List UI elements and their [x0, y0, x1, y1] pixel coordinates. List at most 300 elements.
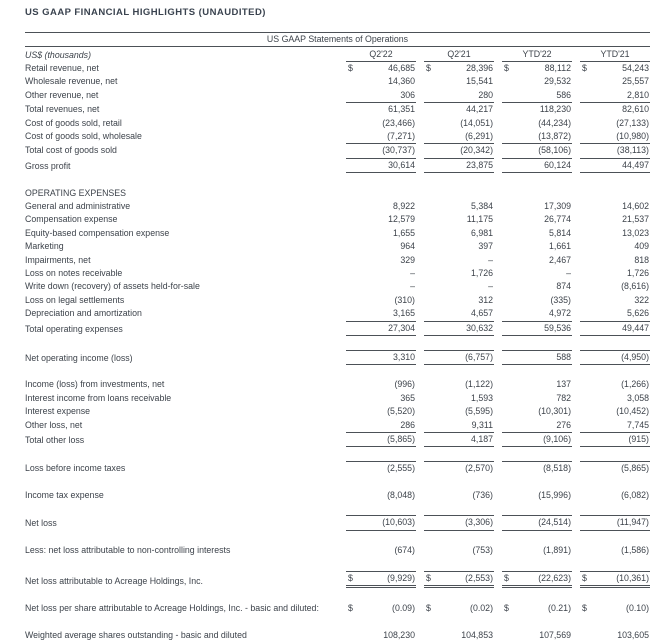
value-cell — [346, 489, 416, 502]
value-cell — [580, 213, 650, 226]
currency-symbol: $ — [348, 602, 353, 613]
table-row — [25, 378, 650, 391]
table-row — [25, 213, 650, 226]
cell-value: (44,234) — [538, 117, 571, 128]
cell-value: 5,814 — [548, 227, 571, 238]
section-header-row — [25, 187, 650, 200]
value-cell — [580, 515, 650, 530]
row-label: Impairments, net — [25, 254, 91, 265]
currency-symbol: $ — [504, 602, 509, 613]
row-label: Cost of goods sold, retail — [25, 117, 122, 128]
cell-value: 7,745 — [626, 419, 649, 430]
value-cell — [424, 571, 494, 588]
row-label: Equity-based compensation expense — [25, 227, 170, 238]
table-row — [25, 200, 650, 213]
table-row — [25, 227, 650, 240]
cell-value: (15,996) — [538, 489, 571, 500]
column-header-ytd21: YTD'21 — [580, 47, 650, 62]
cell-value: (38,113) — [616, 145, 649, 156]
cell-value: (1,122) — [465, 379, 493, 390]
cell-value: 1,661 — [548, 241, 571, 252]
row-label: Write down (recovery) of assets held-for-sale — [25, 281, 200, 292]
cell-value: 14,360 — [388, 76, 415, 87]
cell-value: (24,514) — [538, 517, 571, 528]
value-cell — [424, 321, 494, 336]
value-cell — [502, 378, 572, 391]
value-cell — [346, 419, 416, 432]
value-cell — [346, 544, 416, 557]
row-label: Income tax expense — [25, 489, 104, 500]
row-label: Net loss per share attributable to Acreage Holdings, Inc. - basic and diluted: — [25, 602, 319, 613]
cell-value: 27,304 — [388, 322, 415, 333]
cell-value: 54,243 — [622, 63, 649, 73]
value-cell — [424, 102, 494, 116]
cell-value: 3,058 — [626, 392, 649, 403]
value-cell — [502, 75, 572, 88]
value-cell — [346, 62, 416, 75]
cell-value: (10,603) — [382, 517, 415, 528]
value-cell — [424, 629, 494, 642]
cell-value: 26,774 — [544, 214, 571, 225]
table-row — [25, 102, 650, 116]
value-cell — [346, 461, 416, 475]
cell-value: 21,537 — [622, 214, 649, 225]
cell-value: (10,980) — [616, 131, 649, 142]
value-cell — [346, 392, 416, 405]
value-cell — [346, 227, 416, 240]
value-cell — [346, 267, 416, 280]
value-cell — [346, 629, 416, 642]
cell-value: 874 — [556, 281, 571, 292]
cell-value: 818 — [634, 254, 649, 265]
cell-value: 30,614 — [388, 159, 415, 170]
value-cell — [424, 158, 494, 173]
row-label: Total revenues, net — [25, 104, 100, 115]
cell-value: (0.21) — [548, 602, 571, 613]
table-body — [25, 62, 650, 642]
row-label: Wholesale revenue, net — [25, 76, 118, 87]
value-cell — [502, 392, 572, 405]
table-row — [25, 489, 650, 502]
row-label: Total other loss — [25, 434, 85, 445]
row-spacer — [25, 173, 650, 186]
value-cell — [580, 392, 650, 405]
cell-value: 103,605 — [617, 629, 649, 640]
value-cell — [424, 489, 494, 502]
currency-symbol: $ — [348, 572, 353, 583]
value-cell — [346, 130, 416, 143]
value-cell — [502, 130, 572, 143]
cell-value: 586 — [556, 89, 571, 100]
cell-value: 306 — [400, 89, 415, 100]
row-label: Net loss — [25, 518, 57, 529]
row-spacer — [25, 502, 650, 515]
cell-value: (30,737) — [382, 145, 415, 156]
cell-value: (5,520) — [387, 406, 415, 417]
cell-value: (2,570) — [465, 462, 493, 473]
currency-symbol: $ — [504, 572, 509, 583]
row-label: Marketing — [25, 241, 64, 252]
row-label: Less: net loss attributable to non-controlling interests — [25, 545, 231, 556]
cell-value: 13,023 — [622, 227, 649, 238]
value-cell — [502, 200, 572, 213]
value-cell — [502, 294, 572, 307]
value-cell — [580, 432, 650, 447]
cell-value: 30,632 — [466, 322, 493, 333]
value-cell — [424, 461, 494, 475]
value-cell — [502, 432, 572, 447]
table-row — [25, 130, 650, 143]
currency-symbol: $ — [426, 572, 431, 583]
cell-value: 25,557 — [622, 76, 649, 87]
cell-value: (2,555) — [387, 462, 415, 473]
column-header-q222: Q2'22 — [346, 47, 416, 62]
cell-value: (996) — [394, 379, 415, 390]
value-cell — [346, 254, 416, 267]
value-cell — [502, 102, 572, 116]
table-row — [25, 75, 650, 88]
cell-value: (9,929) — [387, 572, 415, 583]
value-cell — [424, 143, 494, 157]
cell-value: 329 — [400, 254, 415, 265]
table-row — [25, 392, 650, 405]
value-cell — [346, 280, 416, 293]
cell-value: (310) — [394, 294, 415, 305]
column-header-q221: Q2'21 — [424, 47, 494, 62]
value-cell — [580, 240, 650, 253]
cell-value: (753) — [472, 545, 493, 556]
value-cell — [346, 89, 416, 102]
row-label: Interest expense — [25, 406, 91, 417]
value-cell — [424, 280, 494, 293]
row-spacer — [25, 558, 650, 571]
value-cell — [424, 307, 494, 320]
table-row — [25, 267, 650, 280]
cell-value: 2,467 — [548, 254, 571, 265]
value-cell — [502, 213, 572, 226]
cell-value: 44,217 — [466, 104, 493, 115]
value-cell — [502, 240, 572, 253]
table-row — [25, 254, 650, 267]
value-cell — [424, 227, 494, 240]
value-cell — [424, 200, 494, 213]
value-cell — [580, 280, 650, 293]
cell-value: (335) — [550, 294, 571, 305]
value-cell — [580, 227, 650, 240]
cell-value: 1,593 — [470, 392, 493, 403]
cell-value: (6,082) — [621, 489, 649, 500]
value-cell — [424, 432, 494, 447]
value-cell — [346, 571, 416, 588]
value-cell — [502, 280, 572, 293]
currency-symbol: $ — [426, 63, 431, 73]
cell-value: 4,972 — [548, 308, 571, 319]
cell-value: 286 — [400, 419, 415, 430]
cell-value: (7,271) — [387, 131, 415, 142]
row-label: Loss on legal settlements — [25, 294, 125, 305]
value-cell — [346, 294, 416, 307]
cell-value: (0.09) — [392, 602, 415, 613]
cell-value: (0.10) — [626, 602, 649, 613]
cell-value: 118,230 — [539, 104, 571, 115]
row-label: Income (loss) from investments, net — [25, 379, 165, 390]
value-cell — [346, 117, 416, 130]
value-cell — [502, 143, 572, 157]
value-cell — [502, 307, 572, 320]
row-label: General and administrative — [25, 201, 131, 212]
cell-value: (736) — [472, 489, 493, 500]
value-cell — [580, 350, 650, 365]
value-cell — [346, 432, 416, 447]
value-cell — [346, 307, 416, 320]
value-cell — [424, 62, 494, 75]
cell-value: (2,553) — [465, 572, 493, 583]
row-label: Net loss attributable to Acreage Holdings, Inc. — [25, 575, 203, 586]
cell-value: 1,726 — [626, 268, 649, 279]
cell-value: (1,266) — [621, 379, 649, 390]
cell-value: 59,536 — [544, 322, 571, 333]
cell-value: – — [488, 254, 493, 265]
value-cell — [502, 350, 572, 365]
value-cell — [580, 321, 650, 336]
value-cell — [346, 240, 416, 253]
cell-value: 44,497 — [622, 159, 649, 170]
table-row — [25, 307, 650, 320]
value-cell — [580, 89, 650, 102]
cell-value: 964 — [400, 241, 415, 252]
row-spacer — [25, 531, 650, 544]
row-label: Retail revenue, net — [25, 63, 99, 73]
cell-value: 2,810 — [626, 89, 649, 100]
cell-value: – — [488, 281, 493, 292]
cell-value: 782 — [556, 392, 571, 403]
cell-value: 276 — [556, 419, 571, 430]
cell-value: 280 — [478, 89, 493, 100]
cell-value: 29,532 — [544, 76, 571, 87]
currency-symbol: $ — [582, 572, 587, 583]
value-cell — [424, 267, 494, 280]
cell-value: 365 — [400, 392, 415, 403]
cell-value: 14,602 — [622, 201, 649, 212]
cell-value: (674) — [394, 545, 415, 556]
value-cell — [580, 254, 650, 267]
value-cell — [502, 62, 572, 75]
cell-value: 6,981 — [470, 227, 493, 238]
value-cell — [424, 117, 494, 130]
value-cell — [346, 405, 416, 418]
value-cell — [580, 130, 650, 143]
value-cell — [580, 158, 650, 173]
table-row — [25, 405, 650, 418]
table-row — [25, 515, 650, 530]
value-cell — [502, 544, 572, 557]
value-cell — [346, 75, 416, 88]
value-cell — [502, 117, 572, 130]
value-cell — [580, 405, 650, 418]
cell-value: (0.02) — [470, 602, 493, 613]
cell-value: 15,541 — [466, 76, 493, 87]
table-row — [25, 602, 650, 615]
value-cell — [424, 544, 494, 557]
table-row — [25, 143, 650, 157]
value-cell — [424, 405, 494, 418]
cell-value: 88,112 — [544, 63, 571, 73]
cell-value: (6,291) — [465, 131, 493, 142]
row-label: Net operating income (loss) — [25, 352, 133, 363]
value-cell — [502, 227, 572, 240]
table-row — [25, 280, 650, 293]
cell-value: 17,309 — [544, 201, 571, 212]
cell-value: (10,361) — [616, 572, 649, 583]
unit-label: US$ (thousands) — [25, 50, 92, 60]
value-cell — [580, 294, 650, 307]
value-cell — [502, 629, 572, 642]
cell-value: 8,922 — [392, 201, 415, 212]
cell-value: (4,950) — [621, 351, 649, 362]
value-cell — [580, 62, 650, 75]
value-cell — [580, 461, 650, 475]
value-cell — [424, 89, 494, 102]
cell-value: (20,342) — [460, 145, 493, 156]
row-label: Compensation expense — [25, 214, 118, 225]
cell-value: 82,610 — [622, 104, 649, 115]
table-row — [25, 571, 650, 588]
cell-value: 3,165 — [392, 308, 415, 319]
value-cell — [346, 350, 416, 365]
cell-value: (58,106) — [538, 145, 571, 156]
row-label: Cost of goods sold, wholesale — [25, 131, 142, 142]
value-cell — [580, 102, 650, 116]
value-cell — [502, 602, 572, 615]
cell-value: 9,311 — [471, 419, 493, 430]
row-spacer — [25, 365, 650, 378]
value-cell — [502, 489, 572, 502]
value-cell — [502, 254, 572, 267]
row-label: Other loss, net — [25, 419, 83, 430]
cell-value: 104,853 — [461, 629, 493, 640]
cell-value: (27,133) — [616, 117, 649, 128]
page-title: US GAAP FINANCIAL HIGHLIGHTS (UNAUDITED) — [25, 7, 266, 18]
value-cell — [424, 392, 494, 405]
value-cell — [502, 515, 572, 530]
value-cell — [346, 602, 416, 615]
table-row — [25, 240, 650, 253]
table-row — [25, 294, 650, 307]
cell-value: 4,657 — [470, 308, 493, 319]
cell-value: (13,872) — [538, 131, 571, 142]
row-spacer — [25, 447, 650, 460]
cell-value: (915) — [628, 433, 649, 444]
cell-value: (6,757) — [465, 351, 493, 362]
value-cell — [502, 405, 572, 418]
value-cell — [580, 267, 650, 280]
cell-value: 397 — [478, 241, 493, 252]
cell-value: 4,187 — [470, 433, 493, 444]
cell-value: 28,396 — [466, 63, 493, 73]
table-row — [25, 432, 650, 447]
value-cell — [580, 629, 650, 642]
row-label: Gross profit — [25, 160, 71, 171]
cell-value: 11,175 — [466, 214, 493, 225]
cell-value: 312 — [478, 294, 493, 305]
cell-value: (8,048) — [387, 489, 415, 500]
value-cell — [502, 321, 572, 336]
value-cell — [424, 419, 494, 432]
value-cell — [346, 515, 416, 530]
value-cell — [502, 89, 572, 102]
table-row — [25, 321, 650, 336]
row-label: Loss on notes receivable — [25, 268, 123, 279]
value-cell — [502, 419, 572, 432]
cell-value: 107,569 — [539, 629, 571, 640]
row-label: Total operating expenses — [25, 323, 123, 334]
cell-value: (23,466) — [382, 117, 415, 128]
table-row — [25, 117, 650, 130]
value-cell — [346, 143, 416, 157]
row-label: Total cost of goods sold — [25, 145, 117, 156]
cell-value: (10,301) — [538, 406, 571, 417]
value-cell — [580, 75, 650, 88]
cell-value: 5,384 — [470, 201, 493, 212]
cell-value: (1,586) — [621, 545, 649, 556]
table-row — [25, 544, 650, 557]
value-cell — [424, 294, 494, 307]
currency-symbol: $ — [582, 602, 587, 613]
cell-value: 108,230 — [383, 629, 415, 640]
cell-value: (14,051) — [460, 117, 493, 128]
value-cell — [580, 200, 650, 213]
table-row — [25, 461, 650, 475]
table-row — [25, 158, 650, 173]
row-label: Loss before income taxes — [25, 462, 126, 473]
value-cell — [424, 350, 494, 365]
value-cell — [346, 213, 416, 226]
value-cell — [580, 602, 650, 615]
cell-value: (1,891) — [543, 545, 571, 556]
cell-value: (10,452) — [616, 406, 649, 417]
value-cell — [580, 489, 650, 502]
column-header-ytd22: YTD'22 — [502, 47, 572, 62]
cell-value: 46,685 — [388, 63, 415, 73]
cell-value: (11,947) — [616, 517, 649, 528]
table-row — [25, 419, 650, 432]
cell-value: (3,306) — [465, 517, 493, 528]
value-cell — [424, 130, 494, 143]
value-cell — [580, 117, 650, 130]
cell-value: (5,865) — [621, 462, 649, 473]
value-cell — [502, 461, 572, 475]
value-cell — [424, 213, 494, 226]
value-cell — [424, 75, 494, 88]
value-cell — [346, 158, 416, 173]
value-cell — [580, 419, 650, 432]
cell-value: 137 — [556, 379, 571, 390]
row-spacer — [25, 615, 650, 628]
row-label: Depreciation and amortization — [25, 308, 142, 319]
currency-symbol: $ — [426, 602, 431, 613]
cell-value: 322 — [634, 294, 649, 305]
value-cell — [580, 571, 650, 588]
value-cell — [424, 240, 494, 253]
cell-value: (9,106) — [543, 433, 571, 444]
value-cell — [580, 378, 650, 391]
value-cell — [346, 200, 416, 213]
cell-value: – — [410, 281, 415, 292]
value-cell — [502, 267, 572, 280]
cell-value: 5,626 — [626, 308, 649, 319]
currency-symbol: $ — [504, 63, 509, 73]
cell-value: (5,865) — [387, 433, 415, 444]
